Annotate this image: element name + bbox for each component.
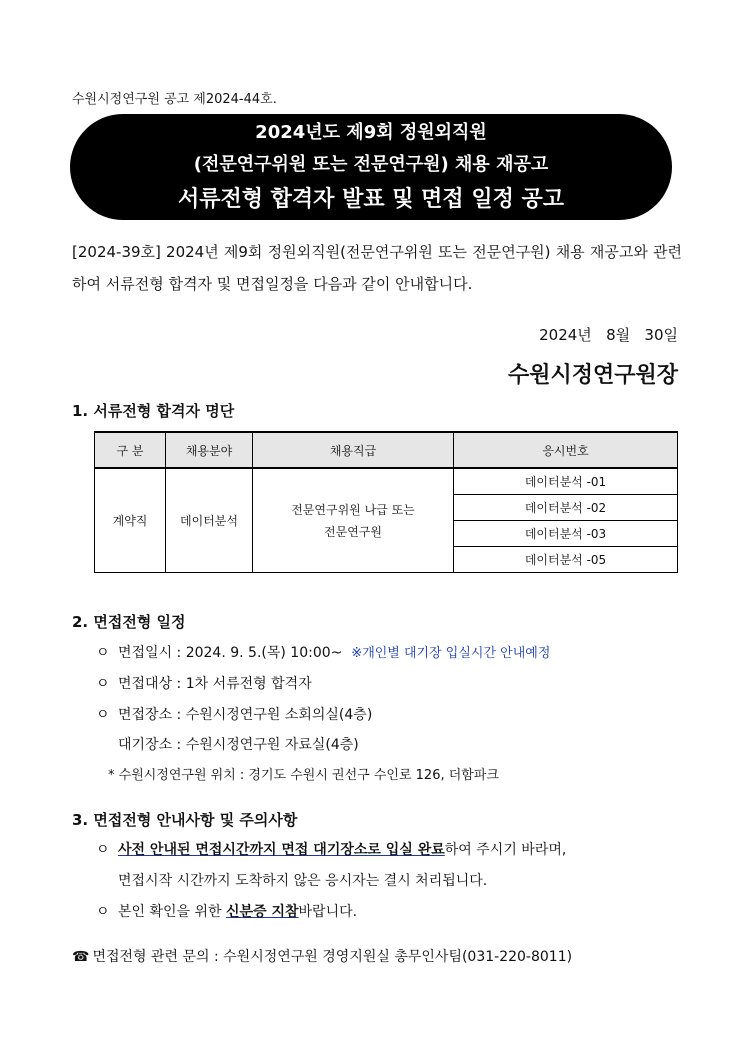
interview-date-note: ※개인별 대기장 입실시간 안내예정 — [351, 646, 551, 661]
grade-line-2: 전문연구원 — [324, 524, 382, 539]
section-3-title: 3. 면접전형 안내사항 및 주의사항 — [72, 811, 298, 829]
header-grade: 채용직급 — [253, 432, 454, 468]
grade-line-1: 전문연구위원 나급 또는 — [291, 502, 415, 517]
notice-item-1-emphasis: 사전 안내된 면접시간까지 면접 대기장소로 입실 완료 — [118, 842, 445, 858]
table-header-row — [95, 432, 678, 468]
notice-item-1-line-2: 면접시작 시간까지 도착하지 않은 응시자는 결시 처리됩니다. — [118, 873, 488, 889]
notice-item-2-rest: 바랍니다. — [298, 904, 358, 920]
cell-number-1: 데이터분석 -01 — [454, 468, 678, 495]
bullet: ㅇ — [96, 904, 110, 920]
interview-place-row — [96, 704, 372, 724]
cell-number-2: 데이터분석 -02 — [454, 495, 678, 521]
bullet: ㅇ — [96, 645, 110, 661]
interview-target-row — [96, 673, 312, 693]
location-note: * 수원시정연구원 위치 : 경기도 수원시 권선구 수인로 126, 더함파크 — [108, 768, 499, 783]
notice-date: 2024년 8월 30일 — [539, 326, 678, 344]
interview-date-row — [96, 642, 550, 662]
notice-item-2-pre: 본인 확인을 위한 — [118, 904, 227, 920]
notice-item-2 — [96, 901, 357, 921]
cell-number-3: 데이터분석 -03 — [454, 521, 678, 547]
bullet: ㅇ — [96, 676, 110, 692]
banner-line-1: 2024년도 제9회 정원외직원 — [255, 122, 487, 143]
intro-paragraph: [2024-39호] 2024년 제9회 정원외직원(전문연구위원 또는 전문연구원) 채용 재공고와 관련하여 서류전형 합격자 및 면접일정을 다음과 같이 안내합니다. — [72, 243, 682, 293]
signer: 수원시정연구원장 — [507, 363, 678, 388]
notice-number: 수원시정연구원 공고 제2024-44호. — [72, 92, 277, 107]
contact-row — [72, 946, 572, 966]
phone-icon: ☎ — [72, 949, 90, 965]
cell-field: 데이터분석 — [166, 468, 253, 573]
section-1-title: 1. 서류전형 합격자 명단 — [72, 402, 235, 420]
cell-grade — [253, 468, 454, 573]
passer-table — [94, 431, 678, 573]
interview-place: 면접장소 : 수원시정연구원 소회의실(4층) — [118, 707, 373, 723]
interview-target: 면접대상 : 1차 서류전형 합격자 — [118, 676, 312, 692]
header-field: 채용분야 — [166, 432, 253, 468]
notice-item-1 — [96, 839, 566, 859]
interview-date: 면접일시 : 2024. 9. 5.(목) 10:00~ — [118, 645, 343, 661]
notice-item-2-emphasis: 신분증 지참 — [226, 904, 299, 920]
notice-item-1-rest: 하여 주시기 바라며, — [444, 842, 567, 858]
cell-number-4: 데이터분석 -05 — [454, 547, 678, 573]
contact-text: 면접전형 관련 문의 : 수원시정연구원 경영지원실 총무인사팀(031-220-8011) — [92, 949, 573, 965]
header-number: 응시번호 — [454, 432, 678, 468]
waiting-place: 대기장소 : 수원시정연구원 자료실(4층) — [118, 737, 359, 753]
banner-line-2: (전문연구위원 또는 전문연구원) 채용 재공고 — [193, 154, 549, 175]
banner-line-3: 서류전형 합격자 발표 및 면접 일정 공고 — [178, 187, 564, 212]
header-category: 구 분 — [95, 432, 166, 468]
bullet: ㅇ — [96, 842, 110, 858]
bullet: ㅇ — [96, 707, 110, 723]
title-banner — [70, 114, 672, 220]
section-2-title: 2. 면접전형 일정 — [72, 613, 186, 631]
table-row — [95, 468, 678, 495]
cell-category: 계약직 — [95, 468, 166, 573]
